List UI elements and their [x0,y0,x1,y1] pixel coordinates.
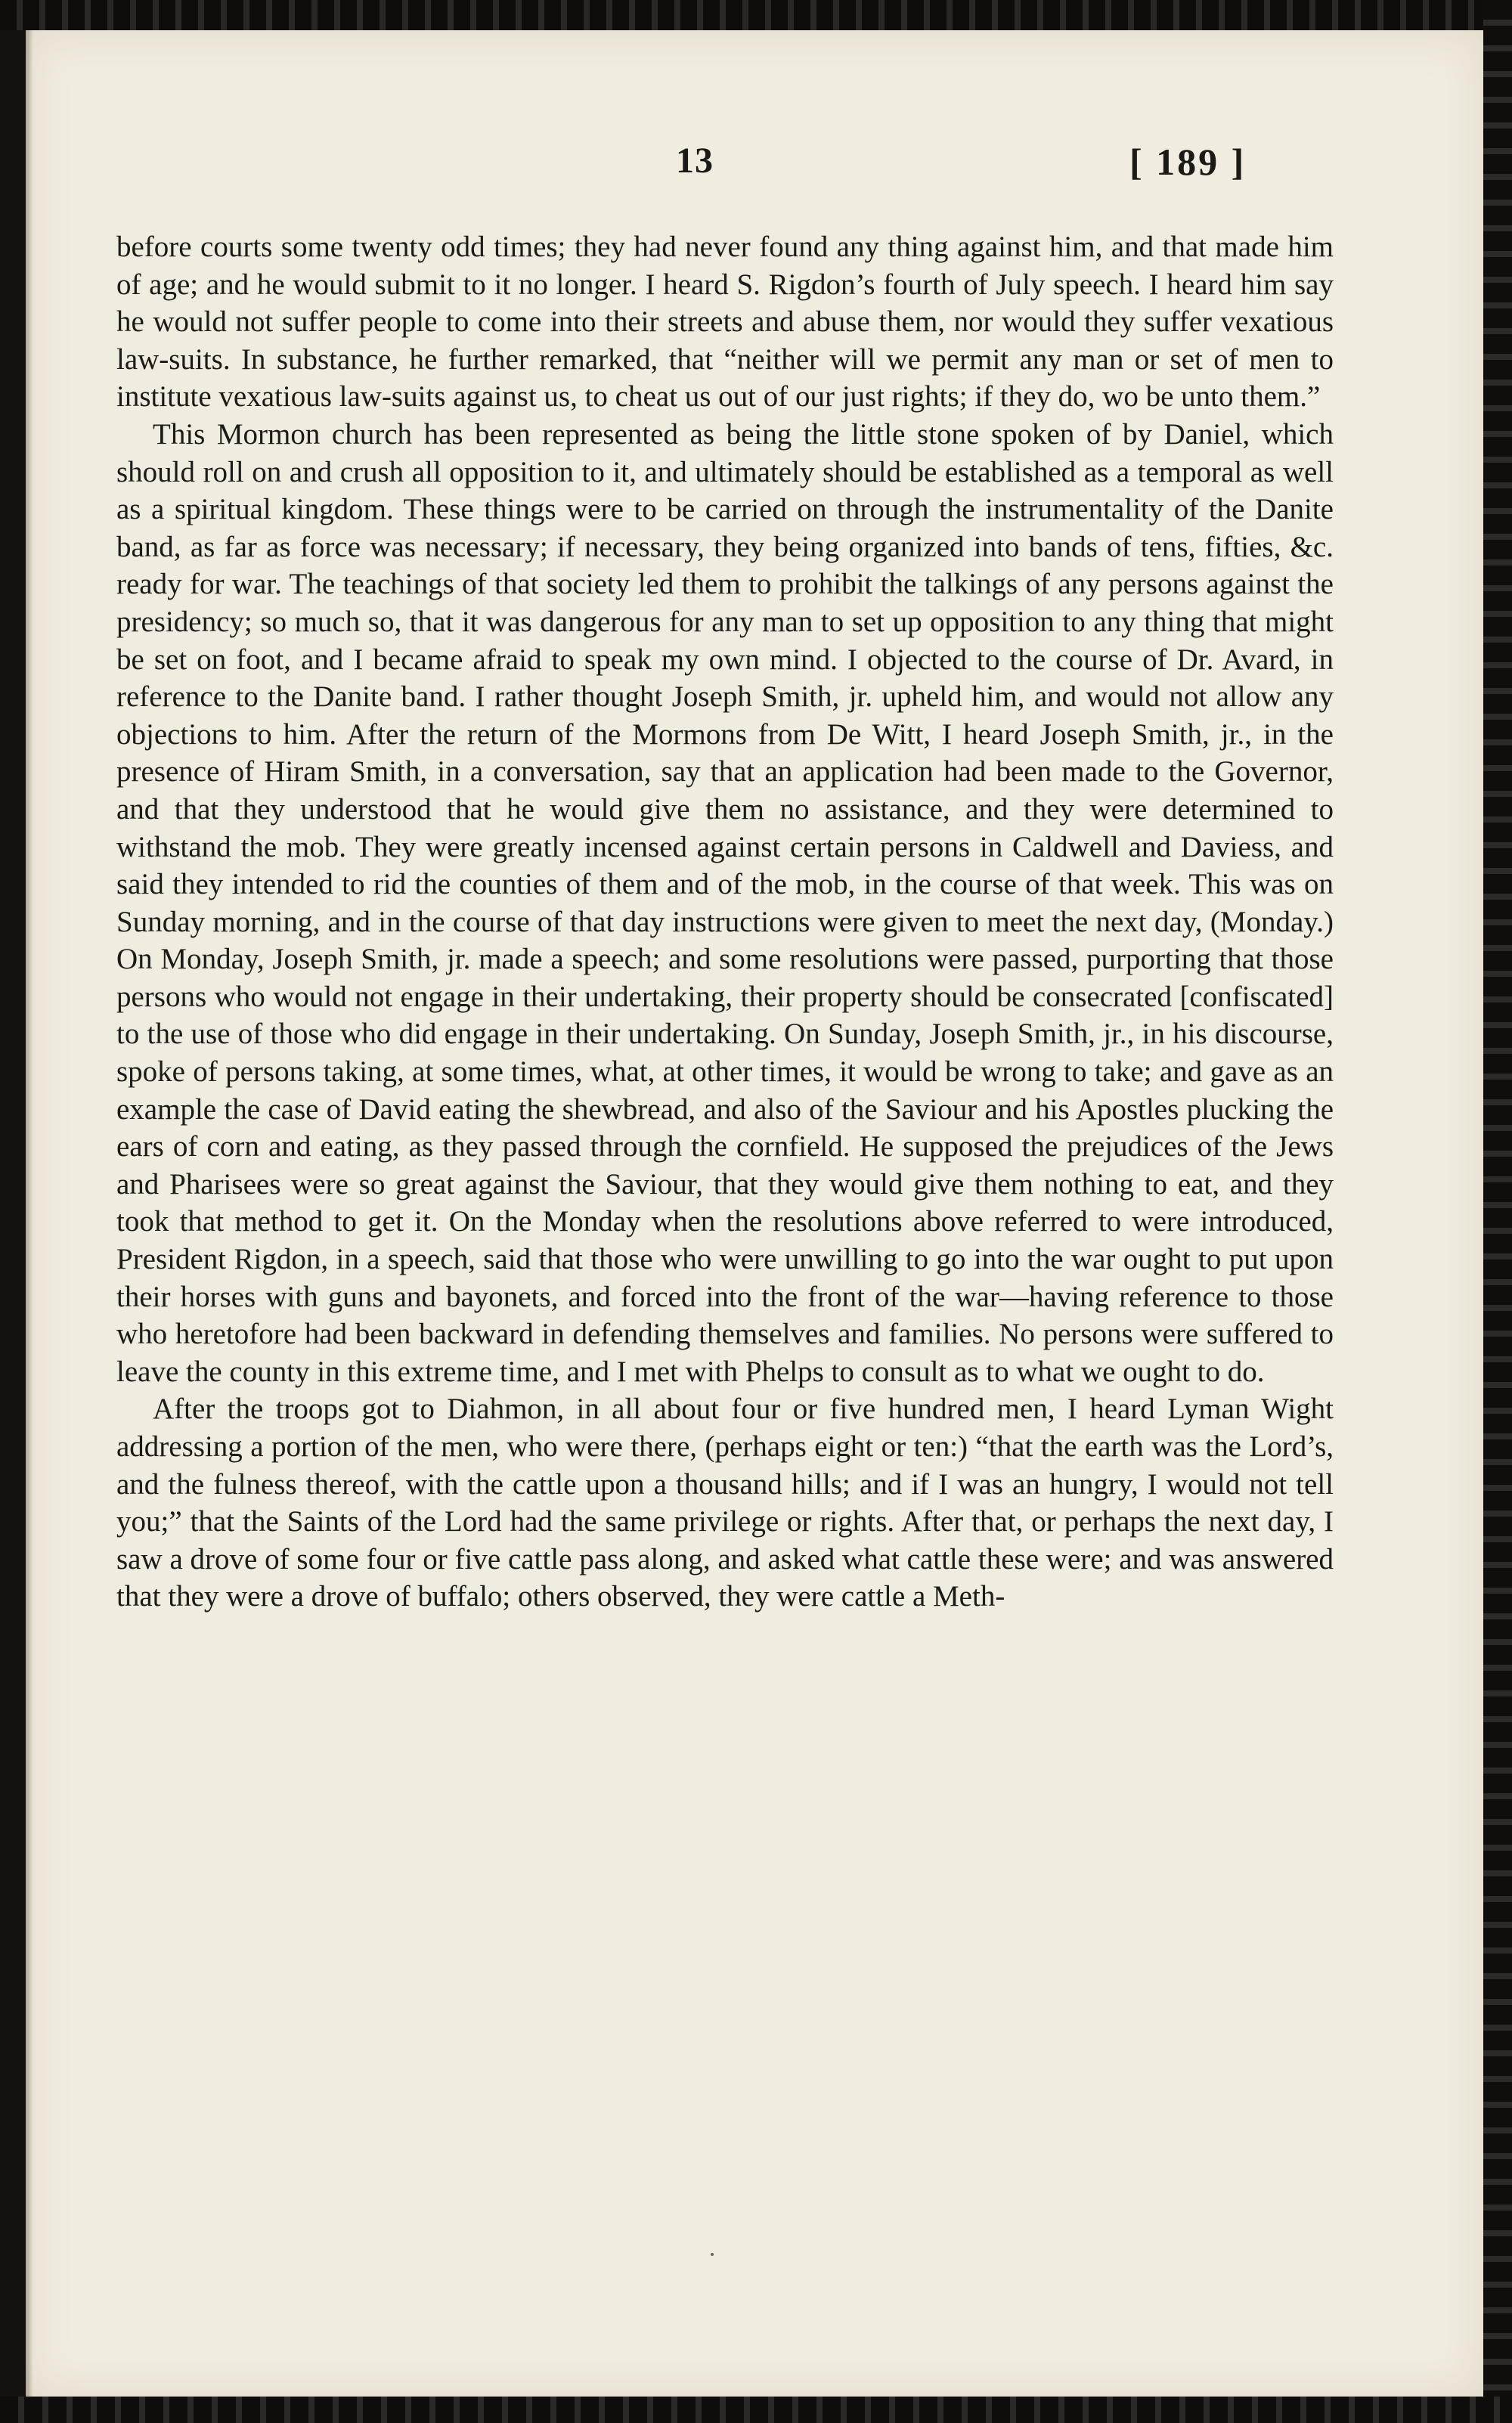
document-number: [ 189 ] [1129,141,1247,183]
scan-border-bottom [0,2397,1512,2423]
running-head [26,140,1483,193]
paragraph-continued: before courts some twenty odd times; they had never found any thing against him, and that made him of age; and he would submit to it no longer. I heard S. Rigdon’s fourth of July speech. I heard him say he would not suffer people to come into their streets and abuse them, nor would they suffer vexatious law-suits. In substance, he further remarked, that “neither will we permit any man or set of men to institute vexatious law-suits against us, to cheat us out of our just rights; if they do, wo be unto them.” [116,231,1334,414]
scan-border-top [0,0,1512,30]
document-page [26,30,1483,2397]
paragraph-troops-diahmon: After the troops got to Diahmon, in all about four or five hundred men, I heard Lyman Wight addressing a portion of the men, who were there, (perhaps eight or ten:) “that the earth was the Lord’s, and the fulness thereof, with the cattle upon a thousand hills; and if I was an hungry, I would not tell you;” that the Saints of the Lord had the same privilege or rights. After that, or perhaps the next day, I saw a drove of some four or five cattle pass along, and asked what cattle these were; and was answered that they were a drove of buffalo; others observed, they were cattle a Meth- [116,1393,1334,1613]
page-number: 13 [676,141,714,181]
scan-border-right [1483,0,1512,2423]
binding-shadow [26,30,33,2397]
paragraph-mormon-church: This Mormon church has been represented as being the little stone spoken of by Daniel, which should roll on and crush all opposition to it, and ultimately should be established as a temporal as well as a spiritual kingdom. These things were to be carried on through the instrumentality of the Danite band, as far as force was necessary; if necessary, they being organized into bands of tens, fifties, &c. ready for war. The teachings of that society led them to prohibit the talkings of any persons against the presidency; so much so, that it was dangerous for any man to set up opposition to any thing that might be set on foot, and I became afraid to speak my own mind. I objected to the course of Dr. Avard, in reference to the Danite band. I rather thought Joseph Smith, jr. upheld him, and would not allow any objections to him. After the return of the Mormons from De Witt, I heard Joseph Smith, jr., in the presence of Hiram Smith, in a conversation, say that an application had been made to the Governor, and that they understood that he would give them no assistance, and they were determined to withstand the mob. They were greatly incensed against certain persons in Caldwell and Daviess, and said they intended to rid the counties of them and of the mob, in the course of that week. This was on Sunday morning, and in the course of that day instructions were given to meet the next day, (Monday.) On Monday, Joseph Smith, jr. made a speech; and some resolutions were passed, purporting that those persons who would not engage in their undertaking, their property should be consecrated [confiscated] to the use of those who did engage in their undertaking. On Sunday, Joseph Smith, jr., in his discourse, spoke of persons taking, at some times, what, at other times, it would be wrong to take; and gave as an example the case of David eating the shewbread, and also of the Saviour and his Apostles plucking the ears of corn and eating, as they passed through the cornfield. He supposed the prejudices of the Jews and Pharisees were so great against the Saviour, that they would give them nothing to eat, and they took that method to get it. On the Monday when the resolutions above referred to were introduced, President Rigdon, in a speech, said that those who were unwilling to go into the war ought to put upon their horses with guns and bayonets, and forced into the front of the war—having reference to those who heretofore had been backward in defending themselves and families. No persons were suffered to leave the county in this extreme time, and I met with Phelps to consult as to what we ought to do. [116,417,1334,1388]
body-text [116,228,1334,1616]
paper-speck [711,2253,714,2256]
